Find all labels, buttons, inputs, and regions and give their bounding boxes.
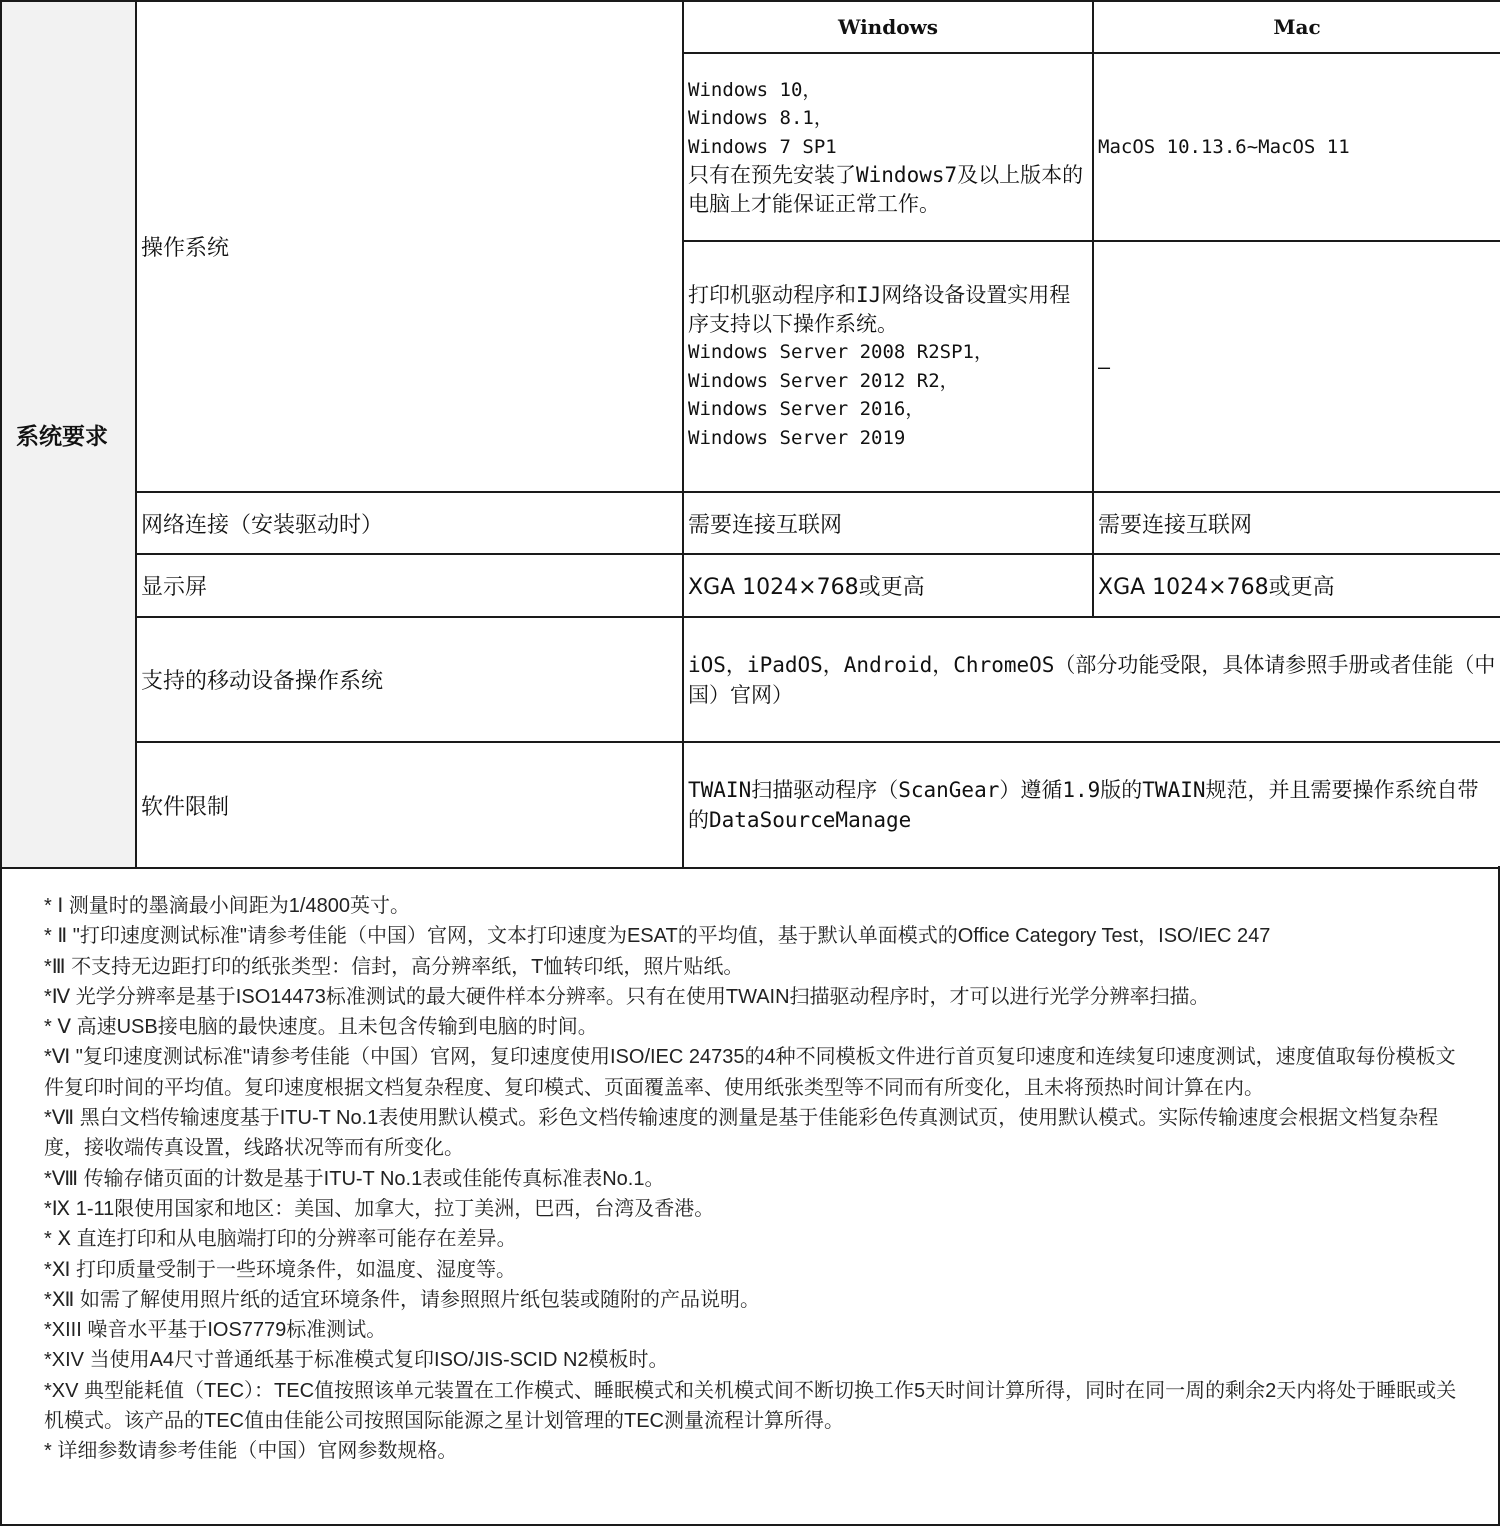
windows-server-line: Windows Server 2019: [688, 426, 906, 449]
network-label: 网络连接（安装驱动时）: [136, 492, 683, 554]
footnote: * Ⅰ 测量时的墨滴最小间距为1/4800英寸。: [44, 895, 410, 917]
mac-server-os: –: [1093, 241, 1500, 492]
windows-client-line: Windows 10，: [688, 78, 822, 101]
footnote: *Ⅳ 光学分辨率是基于ISO14473标准测试的最大硬件样本分辨率。只有在使用TWAIN扫描驱动程序时，才可以进行光学分辨率扫描。: [44, 985, 1210, 1008]
windows-client-line: Windows 8.1，: [688, 107, 833, 130]
footnotes: [0, 866, 1500, 1526]
windows-client-os: [683, 53, 1093, 241]
footnote: *Ⅻ 如需了解使用照片纸的适宜环境条件，请参照照片纸包装或随附的产品说明。: [44, 1288, 760, 1311]
display-windows: XGA 1024×768或更高: [683, 554, 1093, 617]
network-windows: 需要连接互联网: [683, 492, 1093, 554]
windows-server-os: [683, 241, 1093, 492]
windows-server-note: 打印机驱动程序和IJ网络设备设置实用程序支持以下操作系统。: [688, 283, 1071, 336]
footnote: *Ⅶ 黑白文档传输速度基于ITU-T No.1表使用默认模式。彩色文档传输速度的测量是基于佳能彩色传真测试页，使用默认模式。实际传输速度会根据文档复杂程度，接收端传真设置，线路状况等而有所变化。: [44, 1107, 1439, 1160]
display-label: 显示屏: [136, 554, 683, 617]
footnote: *Ⅷ 传输存储页面的计数是基于ITU-T No.1表或佳能传真标准表No.1。: [44, 1167, 665, 1190]
footnote: *Ⅲ 不支持无边距打印的纸张类型：信封，高分辨率纸，T恤转印纸，照片贴纸。: [44, 955, 744, 978]
software-label: 软件限制: [136, 742, 683, 868]
section-title: 系统要求: [1, 1, 136, 868]
software-value: TWAIN扫描驱动程序（ScanGear）遵循1.9版的TWAIN规范，并且需要操作系统自带的DataSourceManage: [683, 742, 1500, 868]
windows-client-line: Windows 7 SP1: [688, 135, 837, 158]
mobile-os-label: 支持的移动设备操作系统: [136, 617, 683, 742]
footnote: * 详细参数请参考佳能（中国）官网参数规格。: [44, 1440, 458, 1463]
windows-server-line: Windows Server 2012 R2，: [688, 369, 959, 392]
footnote: * Ⅱ "打印速度测试标准"请参考佳能（中国）官网，文本打印速度为ESAT的平均值，基于默认单面模式的Office Category Test，ISO/IEC 247: [44, 925, 1271, 948]
windows-header: Windows: [683, 1, 1093, 53]
footnote: *Ⅺ 打印质量受制于一些环境条件，如温度、湿度等。: [44, 1258, 517, 1281]
network-mac: 需要连接互联网: [1093, 492, 1500, 554]
footnote: *Ⅸ 1-11限使用国家和地区：美国、加拿大，拉丁美洲，巴西，台湾及香港。: [44, 1197, 715, 1220]
footnote: * Ⅹ 直连打印和从电脑端打印的分辨率可能存在差异。: [44, 1228, 517, 1251]
footnote: *Ⅵ "复印速度测试标准"请参考佳能（中国）官网，复印速度使用ISO/IEC 24735的4种不同模板文件进行首页复印速度和连续复印速度测试，速度值取每份模板文件复印时间的平均值。复印速度根据文档复杂程度、复印模式、页面覆盖率、使用纸张类型等不同而有所变化，且未将预热时间计算在内。: [44, 1046, 1456, 1099]
mobile-os-value: iOS，iPadOS，Android，ChromeOS（部分功能受限，具体请参照手册或者佳能（中国）官网）: [683, 617, 1500, 742]
os-label: 操作系统: [136, 1, 683, 492]
footnote: *XV 典型能耗值（TEC）：TEC值按照该单元装置在工作模式、睡眠模式和关机模式间不断切换工作5天时间计算所得，同时在同一周的剩余2天内将处于睡眠或关机模式。该产品的TEC值由佳能公司按照国际能源之星计划管理的TEC测量流程计算所得。: [44, 1379, 1457, 1433]
windows-client-note: 只有在预先安装了Windows7及以上版本的电脑上才能保证正常工作。: [688, 163, 1084, 216]
footnote: * Ⅴ 高速USB接电脑的最快速度。且未包含传输到电脑的时间。: [44, 1016, 598, 1039]
footnote: *XIII 噪音水平基于IOS7779标准测试。: [44, 1319, 387, 1342]
windows-server-line: Windows Server 2008 R2SP1，: [688, 341, 993, 363]
display-mac: XGA 1024×768或更高: [1093, 554, 1500, 617]
footnote: *XIV 当使用A4尺寸普通纸基于标准模式复印ISO/JIS-SCID N2模板时。: [44, 1349, 669, 1372]
windows-server-line: Windows Server 2016，: [688, 398, 925, 420]
mac-header: Mac: [1093, 1, 1500, 53]
mac-client-os: MacOS 10.13.6~MacOS 11: [1093, 53, 1500, 241]
